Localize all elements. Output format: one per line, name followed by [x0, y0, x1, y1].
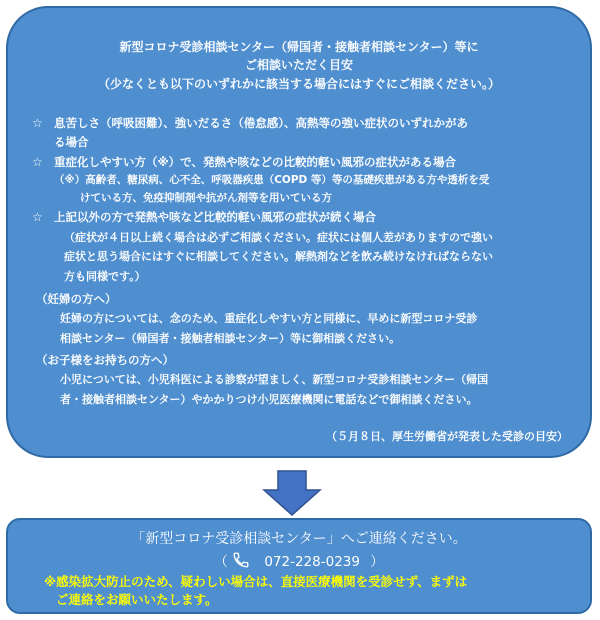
criterion-3-line1: 上記以外の方で発熱や咳など比較的軽い風邪の症状が続く場合 [54, 210, 376, 224]
criterion-3-note-line2: 症状と思う場合にはすぐに相談してください。解熱剤などを飲み続けなければならない [64, 250, 493, 263]
phone-close-paren: ） [370, 554, 384, 570]
pregnant-heading: （妊婦の方へ） [36, 292, 117, 306]
star-bullet-3: ☆ [32, 210, 43, 224]
source-note: （５月８日、厚生労働省が発表した受診の目安） [326, 430, 568, 443]
criterion-2-line1: 重症化しやすい方（※）で、発熱や咳などの比較的軽い風邪の症状がある場合 [54, 155, 456, 169]
warning-line1: ※感染拡大防止のため、疑わしい場合は、直接医療機関を受診せず、まずは [44, 574, 468, 589]
star-bullet-1: ☆ [32, 116, 43, 130]
down-arrow-icon [262, 470, 322, 516]
panel-subtitle: （少なくとも以下のいずれかに該当する場合にはすぐにご相談ください。） [97, 77, 500, 91]
phone-row [8, 550, 590, 573]
warning-line2: ご連絡をお願いいたします。 [56, 592, 218, 607]
criterion-3-note-line3: 方も同様です。） [64, 270, 146, 283]
star-bullet-2: ☆ [32, 155, 43, 169]
contact-title: 「新型コロナ受診相談センター」へご連絡ください。 [131, 531, 467, 547]
guidance-panel [6, 6, 592, 458]
criterion-1-line2: る場合 [54, 135, 89, 149]
pregnant-line2: 相談センター（帰国者・接触者相談センター）等に御相談ください。 [60, 332, 401, 345]
phone-open-paren: （ [214, 554, 228, 570]
children-line2: 者・接触者相談センター）やかかりつけ小児医療機関に電話などで御相談ください。 [60, 393, 478, 406]
children-heading: （お子様をお持ちの方へ） [36, 353, 174, 367]
phone-number[interactable]: 072-228-0239 [264, 554, 360, 570]
criterion-1-line1: 息苦しさ（呼吸困難）、強いだるさ（倦怠感）、高熱等の強い症状のいずれかがあ [54, 116, 468, 130]
pregnant-line1: 妊婦の方については、念のため、重症化しやすい方と同様に、早めに新型コロナ受診 [60, 312, 478, 325]
criterion-3-note-line1: （症状が４日以上続く場合は必ずご相談ください。症状には個人差がありますので強い [64, 231, 493, 244]
children-line1: 小児については、小児科医による診察が望ましく、新型コロナ受診相談センター（帰国 [60, 373, 489, 386]
panel-title-line1: 新型コロナ受診相談センター（帰国者・接触者相談センター）等に [119, 40, 479, 54]
contact-panel [6, 518, 592, 614]
panel-title-line2: ご相談いただく目安 [244, 58, 353, 72]
criterion-2-note-line2: けている方、免疫抑制剤や抗がん剤等を用いている方 [80, 192, 332, 204]
criterion-2-note-line1: （※）高齢者、糖尿病、心不全、呼吸器疾患（COPD 等）等の基礎疾患がある方や透析を受 [54, 174, 490, 186]
phone-icon [232, 551, 250, 573]
